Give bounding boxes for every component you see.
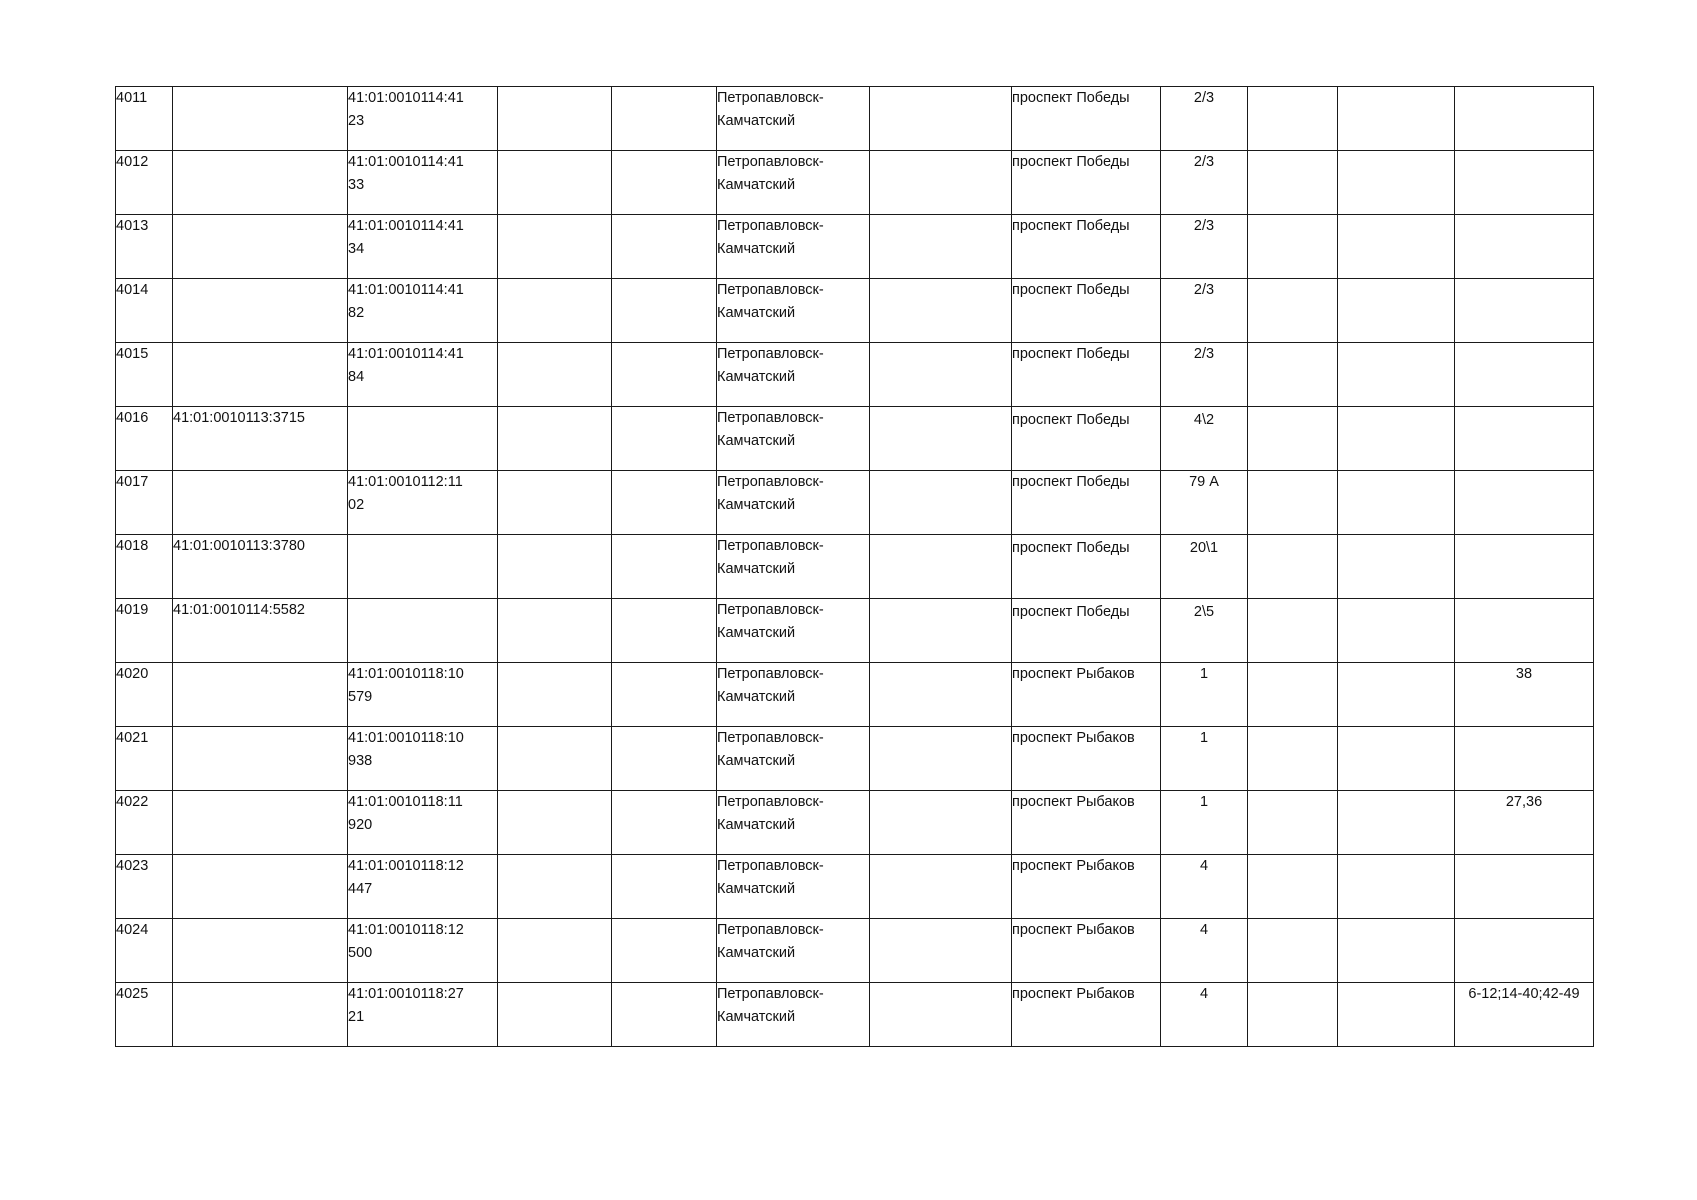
- cadastral-number-a-cell: [173, 919, 348, 983]
- empty-cell: [612, 471, 717, 535]
- empty-cell: [1338, 727, 1455, 791]
- city-cell: [717, 855, 870, 919]
- city-line-2: Камчатский: [717, 753, 796, 769]
- empty-cell: [612, 599, 717, 663]
- cadastral-number-a-cell: [173, 343, 348, 407]
- street-cell: проспект Победы: [1012, 599, 1161, 663]
- cadastral-number-b-line-1: 41:01:0010114:41: [348, 218, 464, 234]
- table-row: [116, 791, 1594, 855]
- city-line-1: Петропавловск-: [717, 474, 824, 490]
- city-cell: [717, 407, 870, 471]
- cadastral-number-b-line-2: 579: [348, 689, 373, 705]
- city-line-2: Камчатский: [717, 177, 796, 193]
- empty-cell: [1338, 983, 1455, 1047]
- city-line-2: Камчатский: [717, 1009, 796, 1025]
- empty-cell: [1338, 663, 1455, 727]
- empty-cell: [498, 727, 612, 791]
- city-line-2: Камчатский: [717, 881, 796, 897]
- empty-cell: [870, 855, 1012, 919]
- cadastral-number-b-line-1: 41:01:0010112:11: [348, 474, 463, 490]
- city-line-1: Петропавловск-: [717, 154, 824, 170]
- cadastral-number-b-cell: [348, 343, 498, 407]
- cadastral-number-b-cell: [348, 151, 498, 215]
- row-number-cell: 4014: [116, 279, 173, 343]
- house-cell: 2/3: [1161, 151, 1248, 215]
- cadastral-number-a-cell: [173, 727, 348, 791]
- row-number-cell: 4021: [116, 727, 173, 791]
- city-cell: [717, 471, 870, 535]
- cadastral-number-b-line-1: 41:01:0010118:12: [348, 858, 464, 874]
- empty-cell: [498, 535, 612, 599]
- cadastral-number-b-line-1: 41:01:0010118:10: [348, 666, 464, 682]
- empty-cell: [870, 919, 1012, 983]
- cadastral-number-b-line-2: 82: [348, 305, 365, 321]
- city-line-1: Петропавловск-: [717, 794, 824, 810]
- apartment-cell: [1455, 855, 1594, 919]
- table-row: [116, 471, 1594, 535]
- cadastral-number-b-line-2: 23: [348, 113, 365, 129]
- city-cell: [717, 151, 870, 215]
- apartment-cell: [1455, 343, 1594, 407]
- cadastral-number-b-line-2: 21: [348, 1009, 365, 1025]
- street-cell: проспект Победы: [1012, 471, 1161, 535]
- city-cell: [717, 919, 870, 983]
- empty-cell: [498, 663, 612, 727]
- table-row: [116, 151, 1594, 215]
- cadastral-number-b-line-2: 938: [348, 753, 373, 769]
- street-cell: проспект Победы: [1012, 151, 1161, 215]
- cadastral-number-a-cell: [173, 215, 348, 279]
- city-line-2: Камчатский: [717, 689, 796, 705]
- city-line-1: Петропавловск-: [717, 730, 824, 746]
- cadastral-number-a-cell: [173, 471, 348, 535]
- city-line-2: Камчатский: [717, 433, 796, 449]
- empty-cell: [498, 407, 612, 471]
- empty-cell: [1248, 279, 1338, 343]
- table-row: [116, 87, 1594, 151]
- cadastral-number-b-line-1: 41:01:0010118:27: [348, 986, 464, 1002]
- cadastral-number-b-line-1: 41:01:0010114:41: [348, 346, 464, 362]
- empty-cell: [498, 87, 612, 151]
- empty-cell: [1338, 407, 1455, 471]
- row-number-cell: 4022: [116, 791, 173, 855]
- registry-table-body: [116, 87, 1594, 1047]
- empty-cell: [498, 791, 612, 855]
- empty-cell: [1338, 535, 1455, 599]
- house-cell: 4: [1161, 983, 1248, 1047]
- empty-cell: [1338, 471, 1455, 535]
- city-line-1: Петропавловск-: [717, 346, 824, 362]
- cadastral-number-b-cell: [348, 407, 498, 471]
- empty-cell: [1338, 215, 1455, 279]
- row-number-cell: 4017: [116, 471, 173, 535]
- cadastral-number-b-cell: [348, 535, 498, 599]
- house-cell: 2/3: [1161, 87, 1248, 151]
- empty-cell: [1338, 599, 1455, 663]
- empty-cell: [612, 535, 717, 599]
- city-line-2: Камчатский: [717, 369, 796, 385]
- empty-cell: [1338, 343, 1455, 407]
- empty-cell: [498, 919, 612, 983]
- cadastral-number-a-cell: [173, 791, 348, 855]
- city-cell: [717, 727, 870, 791]
- cadastral-number-b-cell: [348, 727, 498, 791]
- table-row: [116, 535, 1594, 599]
- city-line-1: Петропавловск-: [717, 986, 824, 1002]
- empty-cell: [870, 535, 1012, 599]
- house-cell: 1: [1161, 663, 1248, 727]
- empty-cell: [612, 919, 717, 983]
- city-line-1: Петропавловск-: [717, 666, 824, 682]
- empty-cell: [870, 599, 1012, 663]
- cadastral-number-b-line-2: 84: [348, 369, 365, 385]
- cadastral-number-b-line-2: 920: [348, 817, 373, 833]
- cadastral-number-a-cell: 41:01:0010113:3715: [173, 407, 348, 471]
- city-line-1: Петропавловск-: [717, 218, 824, 234]
- empty-cell: [870, 87, 1012, 151]
- house-cell: 1: [1161, 727, 1248, 791]
- row-number-cell: 4024: [116, 919, 173, 983]
- apartment-cell: [1455, 919, 1594, 983]
- empty-cell: [498, 855, 612, 919]
- table-row: [116, 983, 1594, 1047]
- empty-cell: [1338, 151, 1455, 215]
- house-cell: 2/3: [1161, 279, 1248, 343]
- empty-cell: [1338, 87, 1455, 151]
- apartment-cell: [1455, 599, 1594, 663]
- table-row: [116, 663, 1594, 727]
- cadastral-number-b-cell: [348, 471, 498, 535]
- cadastral-number-b-cell: [348, 599, 498, 663]
- city-cell: [717, 663, 870, 727]
- empty-cell: [1248, 727, 1338, 791]
- street-cell: проспект Победы: [1012, 535, 1161, 599]
- street-cell: проспект Рыбаков: [1012, 727, 1161, 791]
- cadastral-number-a-cell: [173, 663, 348, 727]
- cadastral-number-b-line-2: 34: [348, 241, 365, 257]
- apartment-cell: [1455, 471, 1594, 535]
- apartment-cell: [1455, 407, 1594, 471]
- cadastral-number-a-cell: [173, 279, 348, 343]
- empty-cell: [1248, 407, 1338, 471]
- city-cell: [717, 983, 870, 1047]
- empty-cell: [498, 983, 612, 1047]
- city-line-1: Петропавловск-: [717, 602, 824, 618]
- street-cell: проспект Рыбаков: [1012, 855, 1161, 919]
- empty-cell: [1248, 791, 1338, 855]
- row-number-cell: 4013: [116, 215, 173, 279]
- empty-cell: [498, 599, 612, 663]
- city-cell: [717, 535, 870, 599]
- house-cell: 4\2: [1161, 407, 1248, 471]
- city-line-1: Петропавловск-: [717, 282, 824, 298]
- city-line-1: Петропавловск-: [717, 538, 824, 554]
- city-line-2: Камчатский: [717, 305, 796, 321]
- cadastral-number-b-cell: [348, 791, 498, 855]
- empty-cell: [1248, 151, 1338, 215]
- cadastral-number-b-cell: [348, 279, 498, 343]
- house-cell: 4: [1161, 855, 1248, 919]
- city-line-1: Петропавловск-: [717, 90, 824, 106]
- cadastral-number-a-cell: [173, 983, 348, 1047]
- empty-cell: [870, 151, 1012, 215]
- cadastral-number-b-line-2: 447: [348, 881, 373, 897]
- empty-cell: [612, 407, 717, 471]
- cadastral-number-b-cell: [348, 663, 498, 727]
- cadastral-number-b-line-2: 500: [348, 945, 373, 961]
- apartment-cell: [1455, 151, 1594, 215]
- city-cell: [717, 279, 870, 343]
- cadastral-number-b-line-1: 41:01:0010114:41: [348, 90, 464, 106]
- cadastral-number-a-cell: [173, 855, 348, 919]
- city-line-2: Камчатский: [717, 817, 796, 833]
- empty-cell: [1248, 215, 1338, 279]
- city-cell: [717, 599, 870, 663]
- empty-cell: [1248, 471, 1338, 535]
- empty-cell: [870, 215, 1012, 279]
- row-number-cell: 4011: [116, 87, 173, 151]
- empty-cell: [1338, 791, 1455, 855]
- table-row: [116, 919, 1594, 983]
- empty-cell: [870, 727, 1012, 791]
- city-line-2: Камчатский: [717, 113, 796, 129]
- apartment-cell: [1455, 727, 1594, 791]
- street-cell: проспект Победы: [1012, 215, 1161, 279]
- street-cell: проспект Рыбаков: [1012, 663, 1161, 727]
- street-cell: проспект Победы: [1012, 343, 1161, 407]
- empty-cell: [612, 663, 717, 727]
- street-cell: проспект Рыбаков: [1012, 791, 1161, 855]
- empty-cell: [1248, 855, 1338, 919]
- empty-cell: [870, 407, 1012, 471]
- empty-cell: [870, 983, 1012, 1047]
- house-cell: 2/3: [1161, 215, 1248, 279]
- street-cell: проспект Победы: [1012, 279, 1161, 343]
- street-cell: проспект Рыбаков: [1012, 983, 1161, 1047]
- row-number-cell: 4025: [116, 983, 173, 1047]
- row-number-cell: 4016: [116, 407, 173, 471]
- city-line-2: Камчатский: [717, 241, 796, 257]
- table-row: [116, 599, 1594, 663]
- empty-cell: [612, 343, 717, 407]
- city-line-2: Камчатский: [717, 625, 796, 641]
- city-cell: [717, 87, 870, 151]
- row-number-cell: 4018: [116, 535, 173, 599]
- house-cell: 1: [1161, 791, 1248, 855]
- table-row: [116, 855, 1594, 919]
- city-line-2: Камчатский: [717, 945, 796, 961]
- row-number-cell: 4012: [116, 151, 173, 215]
- empty-cell: [498, 343, 612, 407]
- cadastral-number-b-cell: [348, 87, 498, 151]
- empty-cell: [1248, 87, 1338, 151]
- city-line-1: Петропавловск-: [717, 410, 824, 426]
- cadastral-number-b-line-2: 33: [348, 177, 365, 193]
- empty-cell: [870, 663, 1012, 727]
- street-cell: проспект Победы: [1012, 407, 1161, 471]
- city-cell: [717, 215, 870, 279]
- table-row: [116, 727, 1594, 791]
- apartment-cell: [1455, 215, 1594, 279]
- empty-cell: [498, 215, 612, 279]
- empty-cell: [1248, 919, 1338, 983]
- apartment-cell: [1455, 279, 1594, 343]
- table-row: [116, 215, 1594, 279]
- empty-cell: [498, 471, 612, 535]
- cadastral-number-b-line-1: 41:01:0010118:10: [348, 730, 464, 746]
- empty-cell: [870, 471, 1012, 535]
- row-number-cell: 4023: [116, 855, 173, 919]
- empty-cell: [1248, 983, 1338, 1047]
- table-row: [116, 279, 1594, 343]
- apartment-cell: [1455, 87, 1594, 151]
- empty-cell: [498, 279, 612, 343]
- empty-cell: [1338, 855, 1455, 919]
- city-line-1: Петропавловск-: [717, 922, 824, 938]
- cadastral-number-b-cell: [348, 983, 498, 1047]
- cadastral-number-b-line-1: 41:01:0010118:12: [348, 922, 464, 938]
- cadastral-number-b-cell: [348, 919, 498, 983]
- apartment-cell: 6-12;14-40;42-49: [1455, 983, 1594, 1047]
- empty-cell: [612, 151, 717, 215]
- empty-cell: [612, 983, 717, 1047]
- apartment-cell: [1455, 535, 1594, 599]
- empty-cell: [1338, 919, 1455, 983]
- cadastral-number-b-line-2: 02: [348, 497, 365, 513]
- city-line-2: Камчатский: [717, 561, 796, 577]
- empty-cell: [498, 151, 612, 215]
- house-cell: 20\1: [1161, 535, 1248, 599]
- street-cell: проспект Рыбаков: [1012, 919, 1161, 983]
- empty-cell: [1338, 279, 1455, 343]
- empty-cell: [1248, 343, 1338, 407]
- empty-cell: [612, 855, 717, 919]
- table-row: [116, 343, 1594, 407]
- house-cell: 2/3: [1161, 343, 1248, 407]
- cadastral-number-a-cell: [173, 151, 348, 215]
- table-row: [116, 407, 1594, 471]
- empty-cell: [1248, 663, 1338, 727]
- empty-cell: [870, 791, 1012, 855]
- cadastral-number-b-cell: [348, 855, 498, 919]
- house-cell: 4: [1161, 919, 1248, 983]
- cadastral-number-b-cell: [348, 215, 498, 279]
- cadastral-number-b-line-1: 41:01:0010118:11: [348, 794, 463, 810]
- empty-cell: [870, 343, 1012, 407]
- empty-cell: [612, 727, 717, 791]
- row-number-cell: 4020: [116, 663, 173, 727]
- empty-cell: [1248, 599, 1338, 663]
- empty-cell: [612, 279, 717, 343]
- row-number-cell: 4015: [116, 343, 173, 407]
- row-number-cell: 4019: [116, 599, 173, 663]
- empty-cell: [612, 215, 717, 279]
- city-cell: [717, 343, 870, 407]
- house-cell: 2\5: [1161, 599, 1248, 663]
- empty-cell: [1248, 535, 1338, 599]
- cadastral-number-a-cell: 41:01:0010113:3780: [173, 535, 348, 599]
- cadastral-number-b-line-1: 41:01:0010114:41: [348, 282, 464, 298]
- cadastral-number-a-cell: 41:01:0010114:5582: [173, 599, 348, 663]
- street-cell: проспект Победы: [1012, 87, 1161, 151]
- city-line-2: Камчатский: [717, 497, 796, 513]
- empty-cell: [612, 87, 717, 151]
- apartment-cell: 27,36: [1455, 791, 1594, 855]
- city-cell: [717, 791, 870, 855]
- empty-cell: [612, 791, 717, 855]
- house-cell: 79 А: [1161, 471, 1248, 535]
- cadastral-number-b-line-1: 41:01:0010114:41: [348, 154, 464, 170]
- apartment-cell: 38: [1455, 663, 1594, 727]
- registry-table: [115, 86, 1594, 1047]
- cadastral-number-a-cell: [173, 87, 348, 151]
- city-line-1: Петропавловск-: [717, 858, 824, 874]
- empty-cell: [870, 279, 1012, 343]
